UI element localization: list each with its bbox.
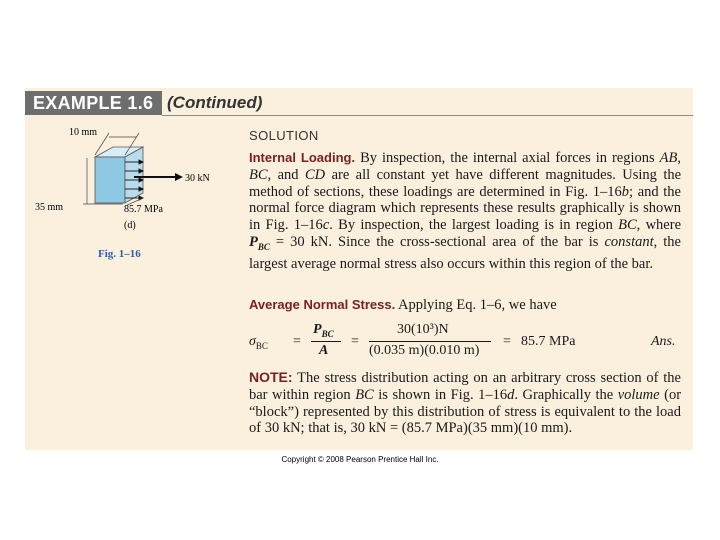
eq-p-num: P [313,322,322,337]
average-stress-paragraph: Average Normal Stress. Applying Eq. 1–6, we have [249,297,557,313]
block-side-face [125,147,143,203]
internal-loading-paragraph: Internal Loading. By inspection, the internal axial forces in regions AB, BC, and CD are all constant yet have different magnitudes. Using the method of sections, these loadings are determined in Fig. 1–16b; and the normal force diagram which represents these results graphically is shown in Fig. 1–16c. By inspection, the largest loading is in region BC, where $P_{BC} = 30$ kN. Since the cross-sectional area of the bar is constant, the largest average normal stress also occurs within this region of the bar. [249,150,682,272]
part-label: (d) [124,220,136,231]
average-stress-heading: Average Normal Stress. [249,297,396,312]
eq-numerator: 30(10³)N [397,322,449,337]
eq-result: 85.7 MPa [521,334,576,349]
continued-label: (Continued) [167,93,263,112]
eq-denominator: (0.035 m)(0.010 m) [369,343,480,358]
eq-equals-1: = [293,334,301,349]
stress-equation: $\sigma_{BC}$ = $P_{BC}$ A = 30(10³)N (0.035 m)(0.010 m) = 85.7 MPa Ans. [249,322,676,358]
internal-loading-heading: Internal Loading. [249,150,356,165]
example-label: EXAMPLE 1.6 [25,91,162,115]
dim-height-label: 35 mm [35,202,64,213]
note-paragraph: NOTE: The stress distribution acting on an arbitrary cross section of the bar within region BC is shown in Fig. 1–16d. Graphically the volume (or “block”) represented by this distribution of stress is equivalent to the load of 30 kN; that is, 30 kN = (85.7 MPa)(35 mm)(10 mm). [249,369,682,437]
stress-label: 85.7 MPa [124,204,163,215]
eq-sigma: σ [249,334,256,349]
note-heading: NOTE: [249,369,293,385]
force-arrow-head [175,173,183,181]
eq-a-den: A [319,343,329,358]
header-rule [162,115,693,116]
eq-ans: Ans. [651,334,676,349]
eq-equals-2: = [351,334,359,349]
eq-equals-3: = [503,334,511,349]
eq-frac-line-2 [369,341,491,342]
figure-caption: Fig. 1–16 [98,248,141,260]
solution-title: SOLUTION [249,128,319,143]
example-header [25,88,693,118]
force-label: 30 kN [185,173,210,184]
eq-frac-line-1 [311,341,341,342]
copyright-notice: Copyright © 2008 Pearson Prentice Hall Inc. [281,455,439,464]
dim-width-label: 10 mm [69,127,98,138]
block-front-face [95,157,125,203]
